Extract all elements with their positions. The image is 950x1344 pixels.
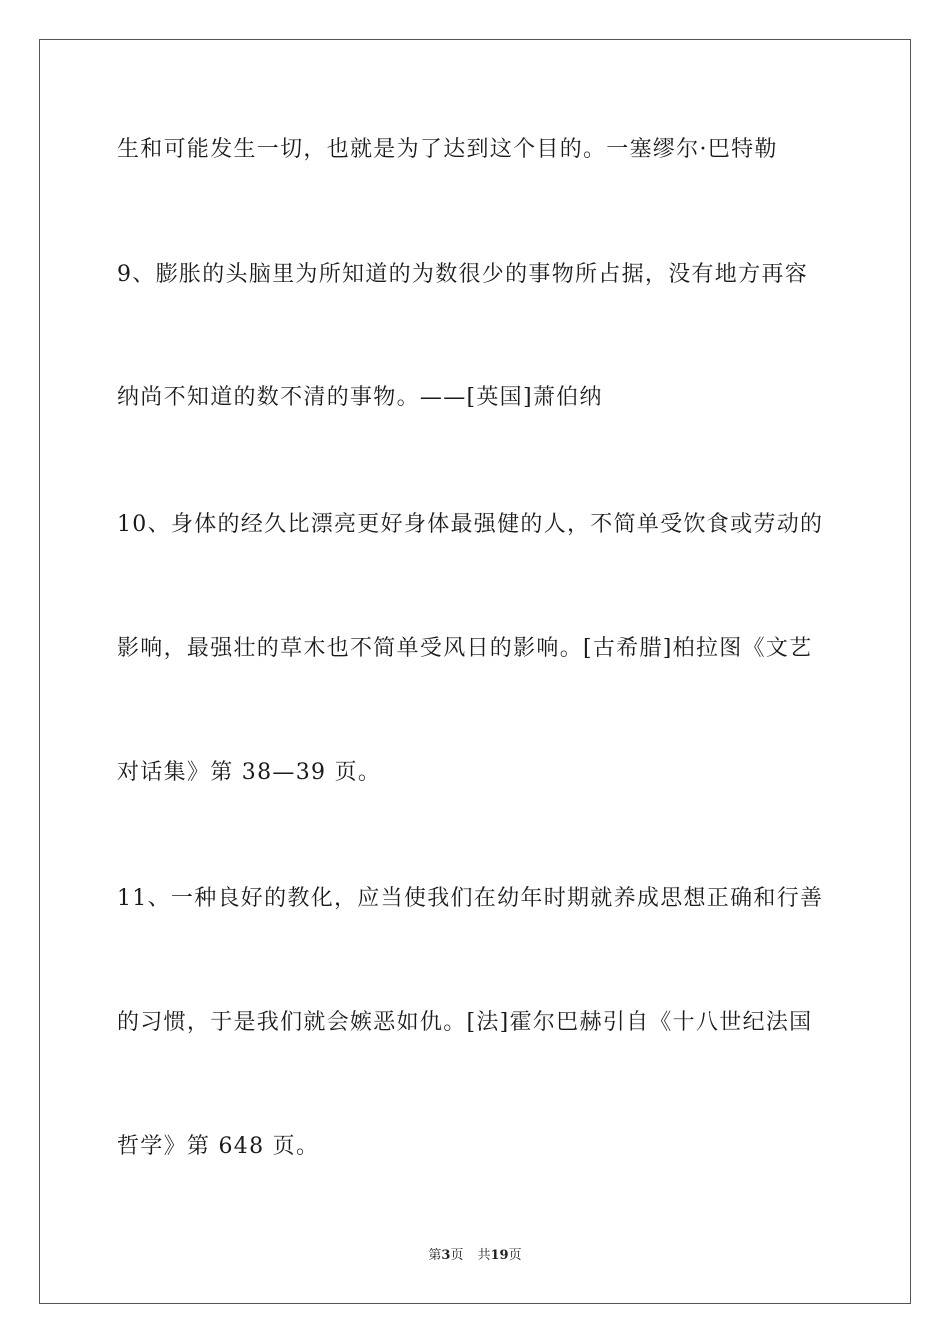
footer-page-current: 3 [441,1248,451,1263]
body-line: 11、一种良好的教化，应当使我们在幼年时期就养成思想正确和行善 [117,886,824,911]
footer-page-total: 19 [490,1248,509,1263]
body-line: 的习惯，于是我们就会嫉恶如仇。[法]霍尔巴赫引自《十八世纪法国 [117,1010,813,1035]
body-line: 生和可能发生一切，也就是为了达到这个目的。一塞缪尔·巴特勒 [117,137,778,162]
body-line: 9、膨胀的头脑里为所知道的为数很少的事物所占据，没有地方再容 [117,262,808,287]
body-line: 10、身体的经久比漂亮更好身体最强健的人，不简单受饮食或劳动的 [117,512,824,537]
footer-page-prefix: 第 [428,1248,442,1263]
body-line: 对话集》第 38—39 页。 [117,760,382,785]
body-line: 纳尚不知道的数不清的事物。——[英国]萧伯纳 [117,385,603,410]
body-line: 哲学》第 648 页。 [117,1134,320,1159]
page-footer [0,1247,950,1265]
footer-total-suffix: 页 [508,1248,522,1263]
footer-total-prefix: 共 [477,1248,491,1263]
page-border [39,39,911,1304]
footer-page-suffix: 页 [450,1248,464,1263]
body-line: 影响，最强壮的草木也不简单受风日的影响。[古希腊]柏拉图《文艺 [117,636,813,661]
